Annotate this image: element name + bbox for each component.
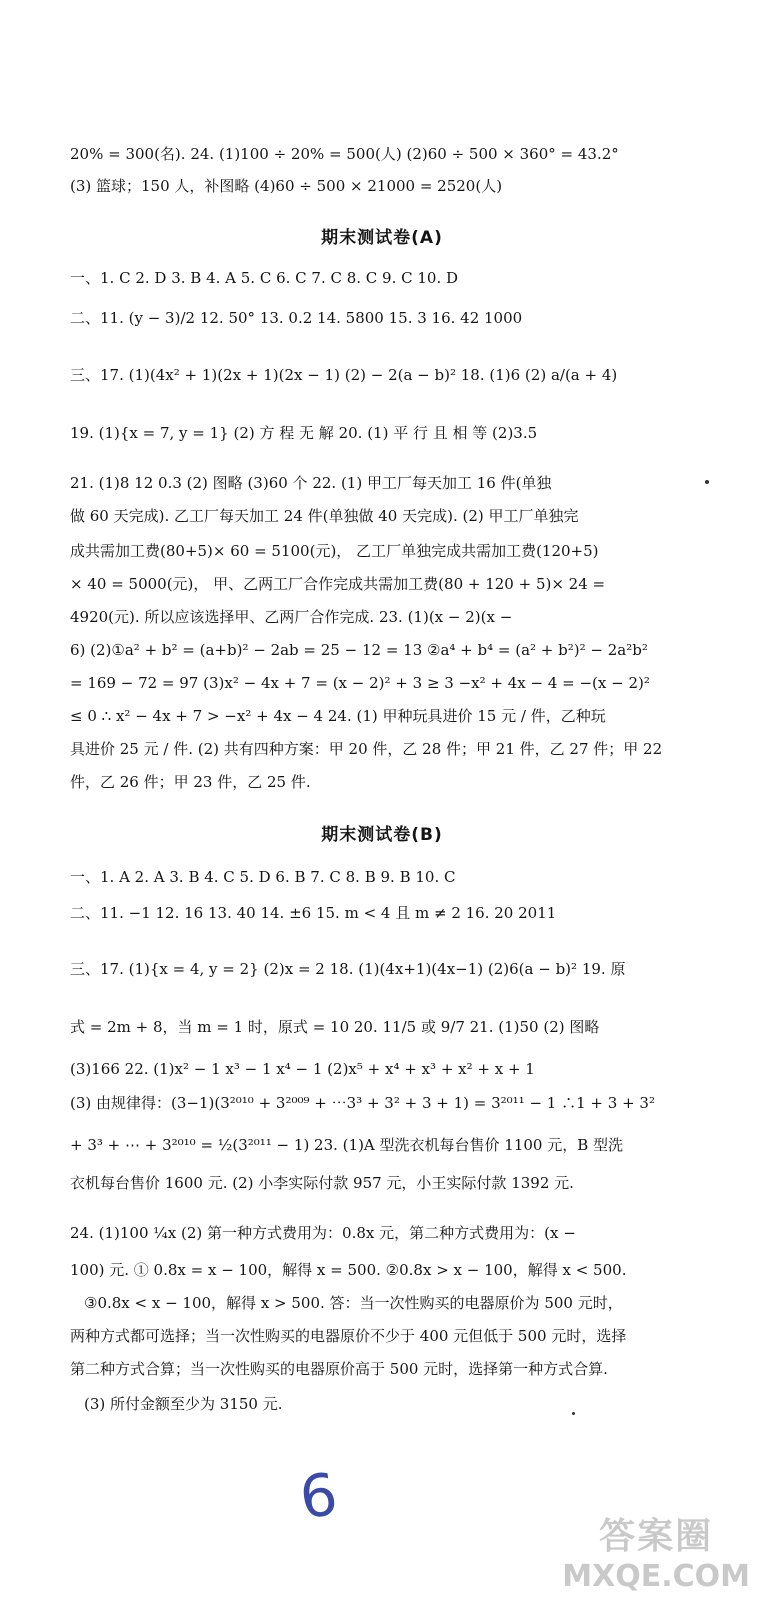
text-line: 4920(元). 所以应该选择甲、乙两厂合作完成. 23. (1)(x − 2)(x − — [70, 608, 513, 626]
text-line: 20% = 300(名). 24. (1)100 ÷ 20% = 500(人) (2)60 ÷ 500 × 360° = 43.2° — [70, 145, 619, 163]
text-line: ③0.8x < x − 100，解得 x > 500. 答：当一次性购买的电器原价为 500 元时， — [84, 1294, 623, 1312]
text-line: × 40 = 5000(元)， 甲、乙两工厂合作完成共需加工费(80 + 120 + 5)× 24 = — [70, 575, 606, 593]
text-line: 具进价 25 元 / 件. (2) 共有四种方案：甲 20 件，乙 28 件；甲 21 件，乙 27 件；甲 22 — [70, 740, 663, 758]
text-line: (3) 篮球；150 人，补图略 (4)60 ÷ 500 × 21000 = 2520(人) — [70, 177, 503, 195]
text-line: 一、1. C 2. D 3. B 4. A 5. C 6. C 7. C 8. C 9. C 10. D — [70, 269, 459, 287]
text-line: 式 = 2m + 8，当 m = 1 时，原式 = 10 20. 11/5 或 9/7 21. (1)50 (2) 图略 — [70, 1018, 600, 1036]
text-line: 二、11. (y − 3)/2 12. 50° 13. 0.2 14. 5800 15. 3 16. 42 1000 — [70, 309, 523, 327]
text-line: 二、11. −1 12. 16 13. 40 14. ±6 15. m < 4 且 m ≠ 2 16. 20 2011 — [70, 904, 557, 922]
section-heading-a: 期末测试卷(A) — [321, 228, 443, 248]
text-line: 成共需加工费(80+5)× 60 = 5100(元)， 乙工厂单独完成共需加工费(120+5) — [70, 542, 599, 560]
text-line: 三、17. (1){x = 4, y = 2} (2)x = 2 18. (1)(4x+1)(4x−1) (2)6(a − b)² 19. 原 — [70, 960, 626, 978]
watermark-cn: 答案圈 — [599, 1516, 714, 1557]
text-line: 做 60 天完成). 乙工厂每天加工 24 件(单独做 40 天完成). (2) 甲工厂单独完 — [70, 507, 579, 525]
text-line: 24. (1)100 ¼x (2) 第一种方式费用为：0.8x 元，第二种方式费用为：(x − — [70, 1224, 576, 1242]
text-line: (3) 由规律得：(3−1)(3²⁰¹⁰ + 3²⁰⁰⁹ + ⋯3³ + 3² + 3 + 1) = 3²⁰¹¹ − 1 ∴1 + 3 + 3² — [70, 1094, 655, 1112]
text-line: 衣机每台售价 1600 元. (2) 小李实际付款 957 元，小王实际付款 1392 元. — [70, 1174, 574, 1192]
handwritten-page-number: 6 — [295, 1459, 342, 1533]
text-line: 一、1. A 2. A 3. B 4. C 5. D 6. B 7. C 8. B 9. B 10. C — [70, 868, 456, 886]
text-line: 第二种方式合算；当一次性购买的电器原价高于 500 元时，选择第一种方式合算. — [70, 1360, 608, 1378]
section-heading-b: 期末测试卷(B) — [321, 825, 443, 845]
ink-dot — [705, 480, 709, 484]
ink-dot — [572, 1412, 575, 1415]
text-line: 21. (1)8 12 0.3 (2) 图略 (3)60 个 22. (1) 甲工厂每天加工 16 件(单独 — [70, 474, 552, 492]
text-line: (3) 所付金额至少为 3150 元. — [84, 1395, 283, 1413]
text-line: ≤ 0 ∴ x² − 4x + 7 > −x² + 4x − 4 24. (1) 甲种玩具进价 15 元 / 件，乙种玩 — [70, 707, 606, 725]
watermark-en: MXQE.COM — [562, 1559, 750, 1594]
text-line: 19. (1){x = 7, y = 1} (2) 方 程 无 解 20. (1) 平 行 且 相 等 (2)3.5 — [70, 424, 538, 442]
text-line: (3)166 22. (1)x² − 1 x³ − 1 x⁴ − 1 (2)x⁵ + x⁴ + x³ + x² + x + 1 — [70, 1060, 535, 1078]
text-line: 件，乙 26 件；甲 23 件，乙 25 件. — [70, 773, 311, 791]
text-line: 三、17. (1)(4x² + 1)(2x + 1)(2x − 1) (2) − 2(a − b)² 18. (1)6 (2) a/(a + 4) — [70, 366, 618, 384]
watermark-logo — [562, 1508, 750, 1594]
text-line: 6) (2)①a² + b² = (a+b)² − 2ab = 25 − 12 = 13 ②a⁴ + b⁴ = (a² + b²)² − 2a²b² — [70, 641, 648, 659]
text-line: + 3³ + ⋯ + 3²⁰¹⁰ = ½(3²⁰¹¹ − 1) 23. (1)A 型洗衣机每台售价 1100 元，B 型洗 — [70, 1136, 624, 1154]
text-line: 100) 元. ① 0.8x = x − 100，解得 x = 500. ②0.8x > x − 100，解得 x < 500. — [70, 1261, 627, 1279]
text-line: 两种方式都可选择；当一次性购买的电器原价不少于 400 元但低于 500 元时，选择 — [70, 1327, 627, 1345]
text-line: = 169 − 72 = 97 (3)x² − 4x + 7 = (x − 2)² + 3 ≥ 3 −x² + 4x − 4 = −(x − 2)² — [70, 674, 650, 692]
